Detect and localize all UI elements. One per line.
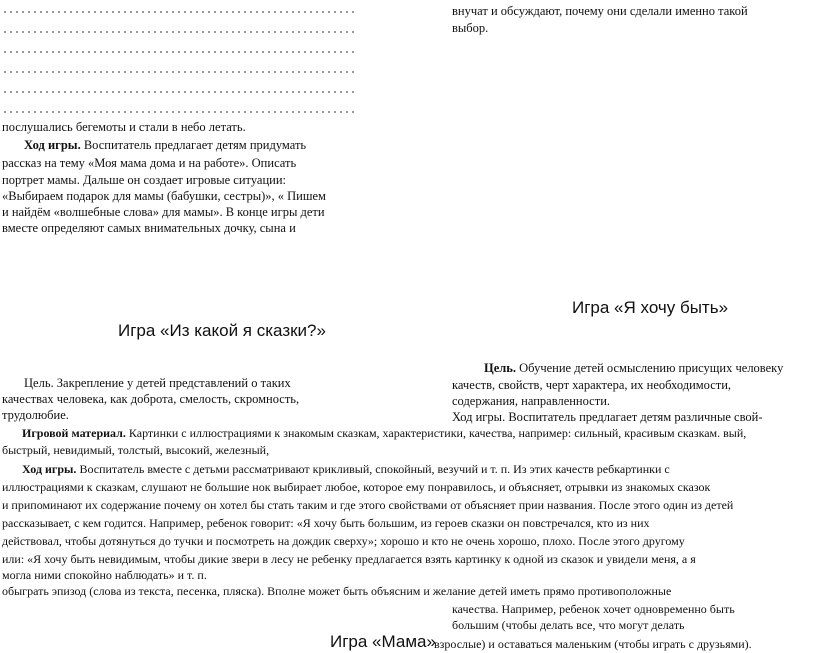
- blurred-text-line: [2, 84, 358, 94]
- blurred-text-line: [2, 64, 358, 74]
- left-line-2: рассказ на тему «Моя мама дома и на работе». Описать: [2, 156, 297, 170]
- hod-line: [24, 137, 306, 153]
- heading-game-want: Игра «Я хочу быть»: [572, 298, 729, 317]
- right-line-1: внучат и обсуждают, почему они сделали именно такой: [452, 4, 748, 18]
- material-line-2: быстрый, невидимый, толстый, высокий, железный,: [2, 443, 270, 457]
- blurred-text-line: [2, 104, 358, 114]
- hod-label: Ход игры.: [24, 138, 81, 152]
- goal-right-line-2: качеств, свойств, черт характера, их необходимости,: [452, 378, 732, 392]
- goal-right-text: Обучение детей осмыслению присущих человеку: [516, 361, 784, 375]
- material-line-1: [22, 425, 746, 441]
- blurred-text-line: [2, 44, 358, 54]
- body-line-7: могла ними спокойно наблюдать» и т. п.: [2, 568, 207, 582]
- body-line-11: взрослые) и оставаться маленьким (чтобы играть с друзьями).: [434, 637, 752, 651]
- heading-game-fairy: Игра «Из какой я сказки?»: [118, 321, 326, 340]
- body-line-1: [22, 461, 670, 477]
- body-line-5: действовал, чтобы дотянуться до тучки и посмотреть на дождик сверху»; хорошо и кто не очень хорошо, плохо. После этого другому: [2, 534, 685, 548]
- body-line-9: качества. Например, ребенок хочет одновременно быть: [452, 602, 735, 616]
- left-line-5: и найдём «волшебные слова» для мамы». В конце игры дети: [2, 205, 325, 219]
- blurred-text-line: [2, 4, 358, 14]
- goal-left-line-2: качествах человека, как доброта, смелость, скромность,: [2, 392, 300, 406]
- material-label: Игровой материал.: [22, 426, 126, 440]
- blurred-text-line: [2, 24, 358, 34]
- goal-right-line-4: Ход игры. Воспитатель предлагает детям различные свой-: [452, 410, 763, 424]
- left-line-3: портрет мамы. Дальше он создает игровые ситуации:: [2, 173, 286, 187]
- body-line-3: и припоминают их содержание почему он хотел бы стать таким и где этого свойствами от объясняет прии названия. После этого один из детей: [2, 498, 734, 512]
- goal-right-line-1: [484, 360, 783, 376]
- goal-left-line-1: Цель. Закрепление у детей представлений о таких: [24, 376, 291, 390]
- body-hod-label: Ход игры.: [22, 462, 77, 476]
- goal-right-label: Цель.: [484, 361, 517, 375]
- right-line-2: выбор.: [452, 21, 489, 35]
- body-line-1-text: Воспитатель вместе с детьми рассматривают крикливый, спокойный, везучий и т. п. Из этих качеств ребкартинки с: [76, 462, 670, 476]
- hod-rest: Воспитатель предлагает детям придумать: [80, 138, 307, 152]
- body-line-2: иллюстрациями к сказкам, слушают не большие нок выбирает любое, которое ему понравилось, и объясняет, отрывки из знакомых сказок: [2, 480, 711, 494]
- body-line-6: или: «Я хочу быть невидимым, чтобы дикие звери в лесу не ребенку предлагается взять картинку к одной из сказок и увидели меня, а я: [2, 552, 696, 566]
- body-line-10: большим (чтобы делать все, что могут делать: [452, 618, 685, 632]
- goal-left-line-3: трудолюбие.: [2, 408, 69, 422]
- left-line-4: «Выбираем подарок для мамы (бабушки, сестры)», « Пишем: [2, 189, 326, 203]
- goal-right-line-3: содержания, направленности.: [452, 394, 611, 408]
- heading-game-mama: Игра «Мама»: [330, 632, 436, 651]
- body-line-4: рассказывает, с кем годится. Например, ребенок говорит: «Я хочу быть большим, из героев сказки он повстречался, кто из них: [2, 516, 650, 530]
- body-line-8: обыграть эпизод (слова из текста, песенка, пляска). Вполне может быть объясним и желание детей иметь прямо противоположные: [2, 584, 672, 598]
- left-line-last: послушались бегемоты и стали в небо летать.: [2, 120, 246, 134]
- left-line-6: вместе определяют самых внимательных дочку, сына и: [2, 221, 296, 235]
- material-text: Картинки с иллюстрациями к знакомым сказкам, характеристики, качества, например: сильный, красивым сказкам. вый,: [125, 426, 747, 440]
